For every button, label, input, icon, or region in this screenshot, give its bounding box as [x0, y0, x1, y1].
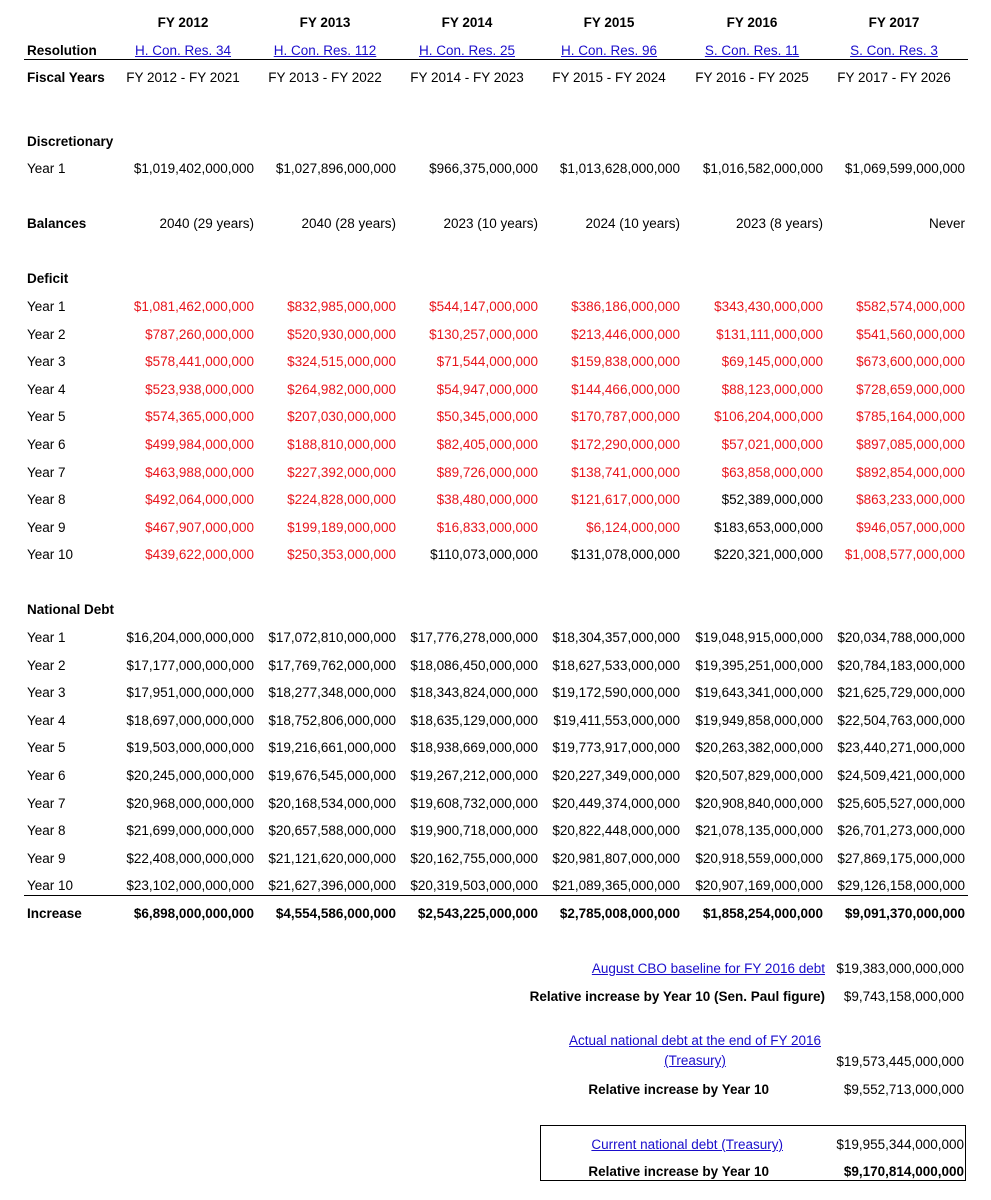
national-debt-heading-row [0, 598, 991, 622]
table-cell: $863,233,000,000 [856, 492, 965, 508]
actual-debt-link[interactable] [569, 1031, 821, 1071]
table-cell: $220,321,000,000 [714, 547, 823, 563]
discretionary-cell: $1,016,582,000,000 [702, 161, 823, 176]
table-cell: $20,657,588,000,000 [268, 823, 396, 839]
table-cell: $19,900,718,000,000 [410, 823, 538, 839]
table-cell: $20,968,000,000,000 [126, 795, 254, 811]
increase-cell: $2,543,225,000,000 [417, 906, 538, 921]
table-cell: $1,081,462,000,000 [133, 299, 254, 314]
fiscal-years-cell: FY 2017 - FY 2026 [837, 70, 951, 85]
section-heading: National Debt [27, 602, 115, 617]
table-cell: $213,446,000,000 [571, 326, 680, 342]
row-label: Year 8 [27, 823, 66, 839]
discretionary-cell: $1,013,628,000,000 [559, 161, 680, 176]
table-row [0, 378, 991, 402]
table-cell: $207,030,000,000 [287, 409, 396, 425]
discretionary-row [0, 157, 991, 181]
table-cell: $18,635,129,000,000 [410, 712, 538, 728]
row-label: Year 6 [27, 437, 66, 452]
header-divider [24, 59, 968, 60]
table-cell: $18,752,806,000,000 [268, 712, 396, 728]
table-cell: $785,164,000,000 [856, 409, 965, 425]
resolution-link[interactable]: H. Con. Res. 112 [273, 43, 377, 58]
table-cell: $250,353,000,000 [287, 547, 396, 563]
table-cell: $21,625,729,000,000 [837, 685, 965, 701]
table-cell: $227,392,000,000 [287, 464, 396, 480]
table-cell: $19,949,858,000,000 [695, 712, 823, 728]
balances-cell: 2023 (10 years) [443, 216, 538, 231]
table-cell: $25,605,527,000,000 [837, 795, 965, 811]
table-row [0, 764, 991, 788]
relative-increase-current-label: Relative increase by Year 10 [588, 1164, 769, 1179]
row-label: Year 4 [27, 712, 66, 728]
actual-debt-link-line2[interactable]: (Treasury) [664, 1053, 726, 1068]
section-heading: Deficit [27, 271, 69, 286]
table-cell: $19,267,212,000,000 [410, 768, 538, 783]
table-cell: $50,345,000,000 [436, 409, 538, 425]
increase-cell: $6,898,000,000,000 [133, 906, 254, 921]
table-cell: $54,947,000,000 [436, 381, 538, 397]
table-cell: $6,124,000,000 [586, 519, 680, 535]
table-cell: $787,260,000,000 [145, 326, 254, 342]
table-cell: $138,741,000,000 [571, 464, 680, 480]
year-header-row [0, 11, 991, 35]
table-cell: $20,162,755,000,000 [410, 850, 538, 866]
fiscal-years-label: Fiscal Years [27, 70, 105, 85]
table-cell: $19,172,590,000,000 [552, 685, 680, 701]
relative-increase-actual-label: Relative increase by Year 10 [588, 1082, 769, 1097]
balances-label: Balances [27, 216, 87, 231]
table-row [0, 543, 991, 567]
table-cell: $18,086,450,000,000 [410, 657, 538, 673]
row-label: Year 10 [27, 547, 74, 563]
table-cell: $578,441,000,000 [145, 354, 254, 370]
row-label: Year 10 [27, 878, 74, 894]
table-cell: $22,408,000,000,000 [126, 850, 254, 866]
row-label: Year 6 [27, 768, 66, 783]
table-cell: $121,617,000,000 [571, 492, 680, 508]
discretionary-cell: $1,019,402,000,000 [133, 161, 254, 176]
table-cell: $172,290,000,000 [571, 437, 680, 452]
table-cell: $224,828,000,000 [287, 492, 396, 508]
row-label: Year 1 [27, 630, 66, 645]
table-cell: $264,982,000,000 [287, 381, 396, 397]
table-cell: $23,440,271,000,000 [837, 740, 965, 756]
table-cell: $16,204,000,000,000 [126, 630, 254, 645]
table-cell: $20,319,503,000,000 [410, 878, 538, 894]
discretionary-cell: $966,375,000,000 [429, 161, 538, 176]
table-cell: $19,216,661,000,000 [268, 740, 396, 756]
discretionary-heading-row [0, 130, 991, 154]
table-cell: $17,951,000,000,000 [126, 685, 254, 701]
table-cell: $17,177,000,000,000 [126, 657, 254, 673]
table-row [0, 709, 991, 733]
table-cell: $144,466,000,000 [571, 381, 680, 397]
balances-cell: 2040 (28 years) [301, 216, 396, 231]
balances-cell: 2024 (10 years) [585, 216, 680, 231]
table-cell: $29,126,158,000,000 [837, 878, 965, 894]
table-cell: $386,186,000,000 [571, 299, 680, 314]
table-cell: $19,503,000,000,000 [126, 740, 254, 756]
table-cell: $20,507,829,000,000 [695, 768, 823, 783]
relative-increase-current-value: $9,170,814,000,000 [843, 1164, 964, 1179]
resolution-link[interactable]: H. Con. Res. 96 [560, 43, 658, 58]
increase-label: Increase [27, 906, 82, 921]
balances-cell: 2023 (8 years) [735, 216, 823, 231]
table-cell: $18,697,000,000,000 [126, 712, 254, 728]
row-label: Year 1 [27, 299, 66, 314]
table-cell: $20,908,840,000,000 [695, 795, 823, 811]
table-cell: $82,405,000,000 [436, 437, 538, 452]
table-cell: $19,643,341,000,000 [695, 685, 823, 701]
table-cell: $574,365,000,000 [145, 409, 254, 425]
table-row [0, 461, 991, 485]
table-cell: $439,622,000,000 [145, 547, 254, 563]
row-label: Year 2 [27, 657, 66, 673]
table-cell: $52,389,000,000 [721, 492, 823, 508]
increase-divider [24, 895, 968, 896]
table-cell: $21,078,135,000,000 [695, 823, 823, 839]
table-cell: $130,257,000,000 [429, 326, 538, 342]
table-cell: $88,123,000,000 [721, 381, 823, 397]
table-row [0, 847, 991, 871]
row-label: Year 5 [27, 409, 66, 425]
table-cell: $16,833,000,000 [436, 519, 538, 535]
table-cell: $18,304,357,000,000 [552, 630, 680, 645]
increase-cell: $4,554,586,000,000 [275, 906, 396, 921]
relative-increase-paul-label: Relative increase by Year 10 (Sen. Paul figure) [529, 989, 825, 1004]
table-cell: $19,608,732,000,000 [410, 795, 538, 811]
table-cell: $20,245,000,000,000 [126, 768, 254, 783]
row-label: Year 1 [27, 161, 66, 176]
table-cell: $199,189,000,000 [287, 519, 396, 535]
table-cell: $20,784,183,000,000 [837, 657, 965, 673]
table-row [0, 654, 991, 678]
table-row [0, 433, 991, 457]
current-debt-link[interactable]: Current national debt (Treasury) [591, 1137, 783, 1152]
table-cell: $20,907,169,000,000 [695, 878, 823, 894]
table-cell: $20,227,349,000,000 [552, 768, 680, 783]
table-cell: $20,918,559,000,000 [695, 850, 823, 866]
table-cell: $20,449,374,000,000 [552, 795, 680, 811]
table-row [0, 792, 991, 816]
table-cell: $492,064,000,000 [145, 492, 254, 508]
discretionary-cell: $1,069,599,000,000 [844, 161, 965, 176]
row-label: Year 8 [27, 492, 66, 508]
table-cell: $20,034,788,000,000 [837, 630, 965, 645]
discretionary-cell: $1,027,896,000,000 [275, 161, 396, 176]
row-label: Year 4 [27, 381, 66, 397]
table-cell: $520,930,000,000 [287, 326, 396, 342]
table-row [0, 626, 991, 650]
table-cell: $131,078,000,000 [571, 547, 680, 563]
relative-increase-actual-value: $9,552,713,000,000 [843, 1082, 964, 1097]
table-cell: $131,111,000,000 [716, 326, 823, 342]
balances-cell: 2040 (29 years) [159, 216, 254, 231]
table-cell: $18,938,669,000,000 [410, 740, 538, 756]
table-cell: $57,021,000,000 [721, 437, 823, 452]
table-cell: $20,981,807,000,000 [552, 850, 680, 866]
resolution-link[interactable]: S. Con. Res. 3 [850, 43, 938, 58]
table-cell: $582,574,000,000 [856, 299, 965, 314]
table-cell: $463,988,000,000 [145, 464, 254, 480]
table-cell: $541,560,000,000 [856, 326, 965, 342]
cbo-baseline-link[interactable]: August CBO baseline for FY 2016 debt [591, 961, 825, 976]
relative-increase-paul-value: $9,743,158,000,000 [843, 989, 964, 1004]
resolution-label: Resolution [27, 43, 97, 58]
table-row [0, 819, 991, 843]
table-cell: $106,204,000,000 [714, 409, 823, 425]
increase-cell: $1,858,254,000,000 [702, 906, 823, 921]
fiscal-years-cell: FY 2016 - FY 2025 [695, 70, 809, 85]
table-row [0, 488, 991, 512]
table-cell: $19,676,545,000,000 [268, 768, 396, 783]
table-row [0, 405, 991, 429]
row-label: Year 9 [27, 850, 66, 866]
table-row [0, 295, 991, 319]
table-cell: $69,145,000,000 [721, 354, 823, 370]
table-cell: $20,168,534,000,000 [268, 795, 396, 811]
table-cell: $19,773,917,000,000 [552, 740, 680, 756]
row-label: Year 2 [27, 326, 66, 342]
table-cell: $523,938,000,000 [145, 381, 254, 397]
actual-debt-link-line1[interactable]: Actual national debt at the end of FY 2016 [569, 1033, 821, 1048]
current-debt-value: $19,955,344,000,000 [836, 1137, 964, 1152]
table-cell: $17,776,278,000,000 [410, 630, 538, 645]
table-cell: $24,509,421,000,000 [837, 768, 965, 783]
fiscal-years-cell: FY 2012 - FY 2021 [126, 70, 240, 85]
table-cell: $188,810,000,000 [287, 437, 396, 452]
table-cell: $20,822,448,000,000 [552, 823, 680, 839]
table-cell: $21,699,000,000,000 [126, 823, 254, 839]
actual-debt-value: $19,573,445,000,000 [836, 1054, 964, 1069]
fiscal-years-row [0, 66, 991, 90]
table-cell: $728,659,000,000 [856, 381, 965, 397]
year-header: FY 2015 [583, 15, 635, 30]
table-row [0, 323, 991, 347]
row-label: Year 3 [27, 354, 66, 370]
table-row [0, 516, 991, 540]
table-cell: $19,395,251,000,000 [695, 657, 823, 673]
resolution-link[interactable]: S. Con. Res. 11 [704, 43, 800, 58]
table-cell: $343,430,000,000 [714, 299, 823, 314]
fiscal-years-cell: FY 2015 - FY 2024 [552, 70, 666, 85]
table-row [0, 681, 991, 705]
table-cell: $110,073,000,000 [430, 547, 538, 563]
table-cell: $892,854,000,000 [856, 464, 965, 480]
table-cell: $673,600,000,000 [856, 354, 965, 370]
row-label: Year 3 [27, 685, 66, 701]
row-label: Year 7 [27, 795, 66, 811]
table-cell: $324,515,000,000 [287, 354, 396, 370]
table-cell: $17,769,762,000,000 [268, 657, 396, 673]
table-cell: $18,343,824,000,000 [410, 685, 538, 701]
fiscal-years-cell: FY 2013 - FY 2022 [268, 70, 382, 85]
table-cell: $159,838,000,000 [571, 354, 680, 370]
table-cell: $897,085,000,000 [856, 437, 965, 452]
resolution-link[interactable]: H. Con. Res. 25 [418, 43, 516, 58]
year-header: FY 2014 [441, 15, 493, 30]
resolution-link[interactable]: H. Con. Res. 34 [134, 43, 232, 58]
table-cell: $17,072,810,000,000 [268, 630, 396, 645]
increase-cell: $2,785,008,000,000 [559, 906, 680, 921]
table-cell: $38,480,000,000 [436, 492, 538, 508]
table-cell: $946,057,000,000 [856, 519, 965, 535]
table-cell: $183,653,000,000 [714, 519, 823, 535]
deficit-heading-row [0, 267, 991, 291]
table-cell: $21,089,365,000,000 [552, 878, 680, 894]
table-cell: $19,411,553,000,000 [553, 712, 680, 728]
table-row [0, 736, 991, 760]
year-header: FY 2012 [157, 15, 209, 30]
table-cell: $170,787,000,000 [571, 409, 680, 425]
fiscal-years-cell: FY 2014 - FY 2023 [410, 70, 524, 85]
cbo-baseline-value: $19,383,000,000,000 [836, 961, 964, 976]
balances-row [0, 212, 991, 236]
year-header: FY 2017 [868, 15, 920, 30]
table-cell: $20,263,382,000,000 [695, 740, 823, 756]
year-header: FY 2013 [299, 15, 351, 30]
table-cell: $27,869,175,000,000 [837, 850, 965, 866]
table-cell: $63,858,000,000 [721, 464, 823, 480]
table-cell: $19,048,915,000,000 [695, 630, 823, 645]
increase-cell: $9,091,370,000,000 [844, 906, 965, 921]
year-header: FY 2016 [726, 15, 778, 30]
increase-row [0, 902, 991, 926]
table-cell: $21,627,396,000,000 [268, 878, 396, 894]
table-cell: $26,701,273,000,000 [837, 823, 965, 839]
table-cell: $832,985,000,000 [287, 299, 396, 314]
table-cell: $1,008,577,000,000 [844, 547, 965, 563]
table-cell: $71,544,000,000 [436, 354, 538, 370]
table-cell: $22,504,763,000,000 [837, 712, 965, 728]
table-cell: $467,907,000,000 [145, 519, 254, 535]
row-label: Year 5 [27, 740, 66, 756]
section-heading: Discretionary [27, 134, 114, 149]
table-cell: $18,277,348,000,000 [268, 685, 396, 701]
table-cell: $499,984,000,000 [145, 437, 254, 452]
balances-cell: Never [928, 216, 965, 231]
table-cell: $23,102,000,000,000 [126, 878, 254, 894]
row-label: Year 7 [27, 464, 66, 480]
row-label: Year 9 [27, 519, 66, 535]
table-cell: $18,627,533,000,000 [552, 657, 680, 673]
table-cell: $544,147,000,000 [429, 299, 538, 314]
table-cell: $89,726,000,000 [436, 464, 538, 480]
table-row [0, 350, 991, 374]
table-cell: $21,121,620,000,000 [268, 850, 396, 866]
